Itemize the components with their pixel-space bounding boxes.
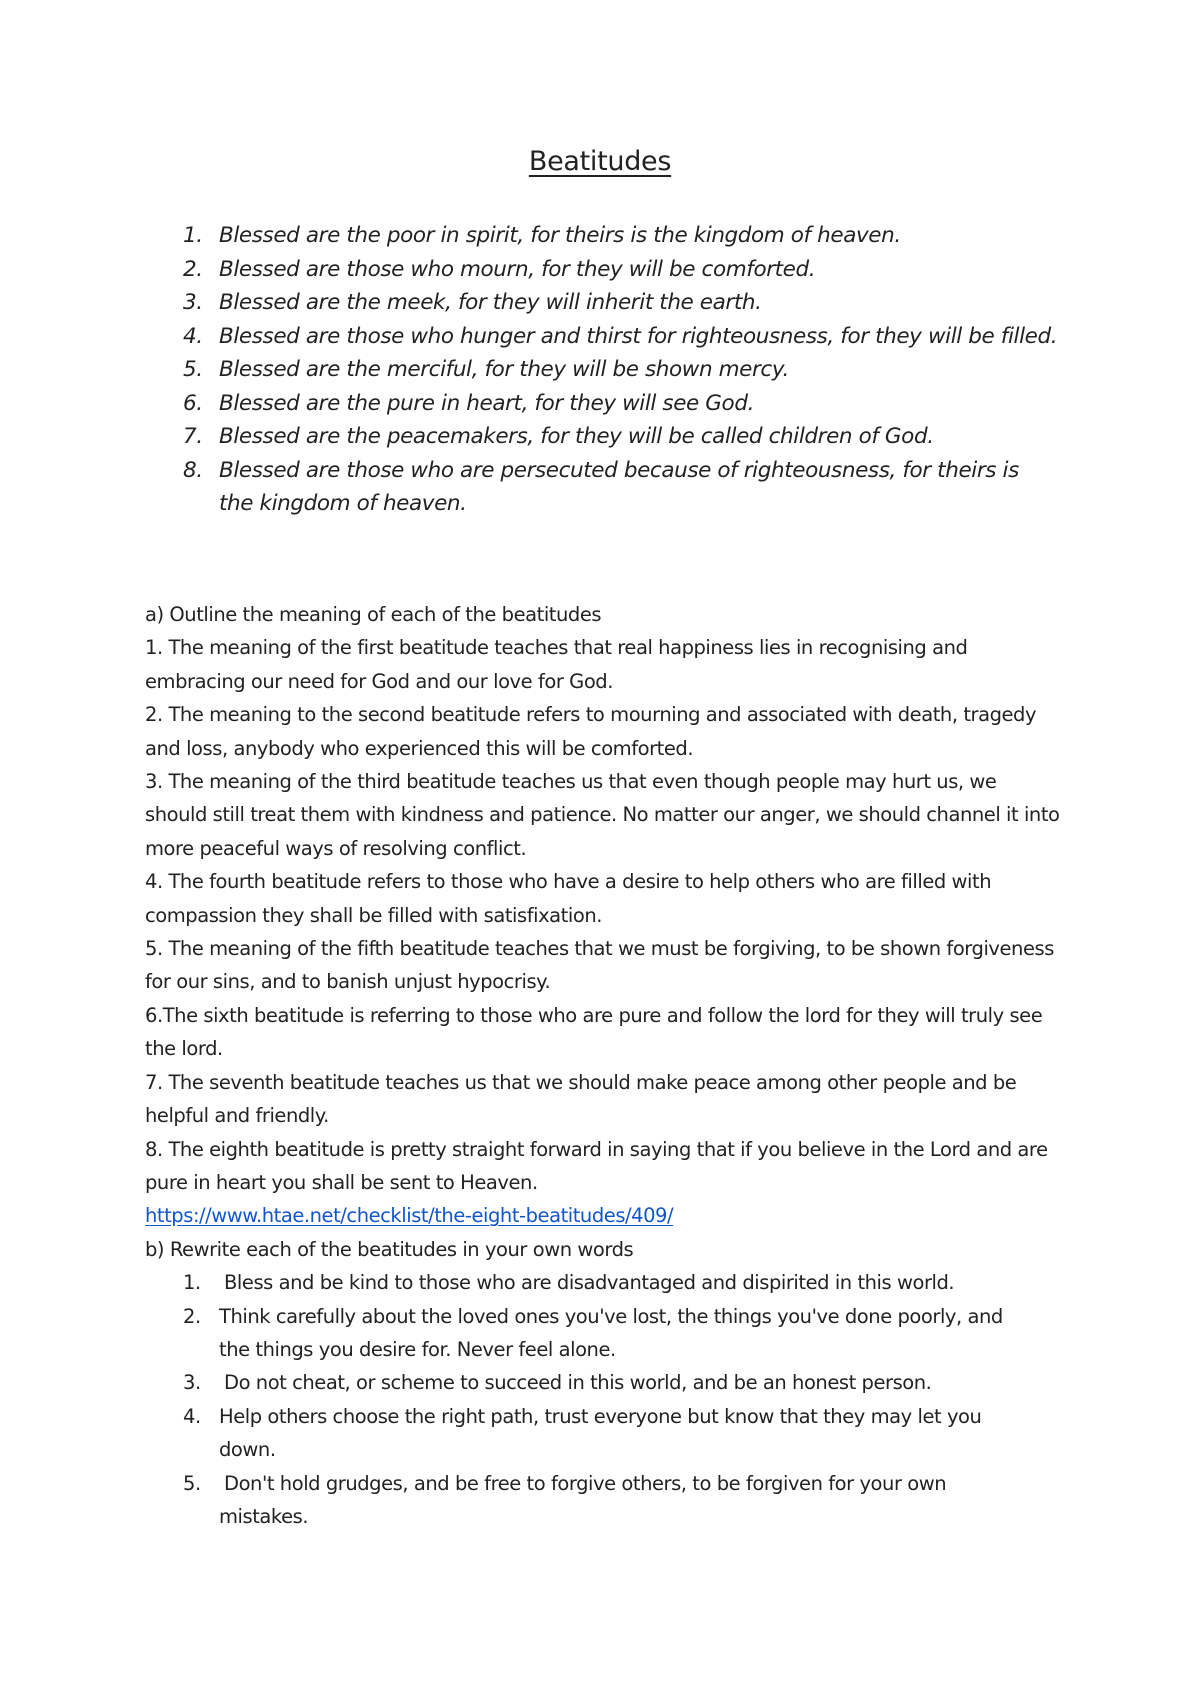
beatitude-text: Blessed are the poor in spirit, for theirs is the kingdom of heaven. (219, 223, 901, 248)
list-item (0, 320, 1059, 354)
meaning-paragraph: 8. The eighth beatitude is pretty straight forward in saying that if you believe in the Lord and are pure in heart you shall be sent to Heaven. (145, 1137, 1048, 1194)
beatitude-text: Blessed are those who hunger and thirst for righteousness, for they will be filled. (219, 323, 1058, 349)
beatitude-text: Blessed are the pure in heart, for they will see God. (219, 390, 754, 416)
question-a-heading: a) Outline the meaning of each of the beatitudes (145, 603, 602, 626)
list-number: 4. (183, 323, 203, 349)
rewrites-list (145, 1266, 1060, 1533)
list-number: 2. (183, 256, 203, 282)
beatitude-text: Blessed are the merciful, for they will be shown mercy. (219, 357, 789, 382)
beatitude-text: Blessed are the meek, for they will inherit the earth. (219, 290, 762, 315)
beatitude-text: Blessed are those who are persecuted because of righteousness, for theirs is the kingdom of heaven. (219, 457, 1019, 516)
list-number: 3. (183, 290, 203, 315)
list-item (145, 1467, 1014, 1534)
list-number: 6. (183, 390, 203, 416)
list-number: 3. (183, 1371, 201, 1395)
list-item (145, 1300, 1014, 1367)
list-number: 5. (183, 357, 203, 382)
list-item (145, 1266, 1014, 1299)
list-number: 4. (183, 1404, 201, 1428)
list-item (0, 253, 1059, 287)
meaning-paragraph: 2. The meaning to the second beatitude refers to mourning and associated with death, tragedy and loss, anybody who experienced this will be comforted. (145, 703, 1037, 760)
list-item (0, 420, 1059, 454)
list-item (145, 1366, 1014, 1399)
rewrite-text: Do not cheat, or scheme to succeed in this world, and be an honest person. (224, 1371, 932, 1395)
meaning-paragraph: 5. The meaning of the fifth beatitude teaches that we must be forgiving, to be shown forgiveness for our sins, and to banish unjust hypocrisy. (145, 937, 1054, 994)
list-item (145, 1400, 1014, 1467)
list-number: 7. (183, 424, 203, 449)
beatitude-text: Blessed are those who mourn, for they will be comforted. (219, 256, 816, 282)
meaning-paragraph: 6.The sixth beatitude is referring to those who are pure and follow the lord for they will truly see the lord. (145, 1003, 1043, 1061)
beatitudes-list (0, 219, 1059, 521)
source-link[interactable]: https://www.htae.net/checklist/the-eight-beatitudes/409/ (145, 1204, 674, 1228)
question-b-heading: b) Rewrite each of the beatitudes in your own words (145, 1237, 634, 1261)
list-item (0, 219, 1059, 253)
list-number: 8. (183, 457, 203, 483)
rewrite-text: Help others choose the right path, trust everyone but know that they may let you down. (219, 1404, 982, 1462)
list-item (0, 353, 1059, 387)
meaning-paragraph: 3. The meaning of the third beatitude teaches us that even though people may hurt us, we should still treat them with kindness and patience. No matter our anger, we should channel it into more peaceful ways of resolving conflict. (145, 770, 1060, 860)
rewrite-text: Think carefully about the loved ones you've lost, the things you've done poorly, and the things you desire for. Never feel alone. (219, 1304, 1003, 1361)
rewrite-text: Don't hold grudges, and be free to forgive others, to be forgiven for your own mistakes. (219, 1471, 947, 1528)
meaning-paragraph: 7. The seventh beatitude teaches us that we should make peace among other people and be helpful and friendly. (145, 1070, 1017, 1128)
list-number: 2. (183, 1304, 201, 1328)
meaning-paragraph: 4. The fourth beatitude refers to those who have a desire to help others who are filled with compassion they shall be filled with satisfixation. (145, 870, 992, 927)
list-number: 1. (183, 223, 203, 248)
answers-section (145, 598, 1060, 1533)
beatitude-text: Blessed are the peacemakers, for they will be called children of God. (219, 424, 934, 449)
list-item (0, 286, 1059, 320)
rewrite-text: Bless and be kind to those who are disadvantaged and dispirited in this world. (224, 1271, 955, 1295)
meaning-paragraph: 1. The meaning of the first beatitude teaches that real happiness lies in recognising and embracing our need for God and our love for God. (145, 636, 968, 693)
page-title: Beatitudes (528, 146, 672, 177)
list-item (0, 387, 1059, 421)
list-item (0, 454, 1059, 521)
list-number: 1. (183, 1271, 201, 1295)
list-number: 5. (183, 1471, 201, 1495)
